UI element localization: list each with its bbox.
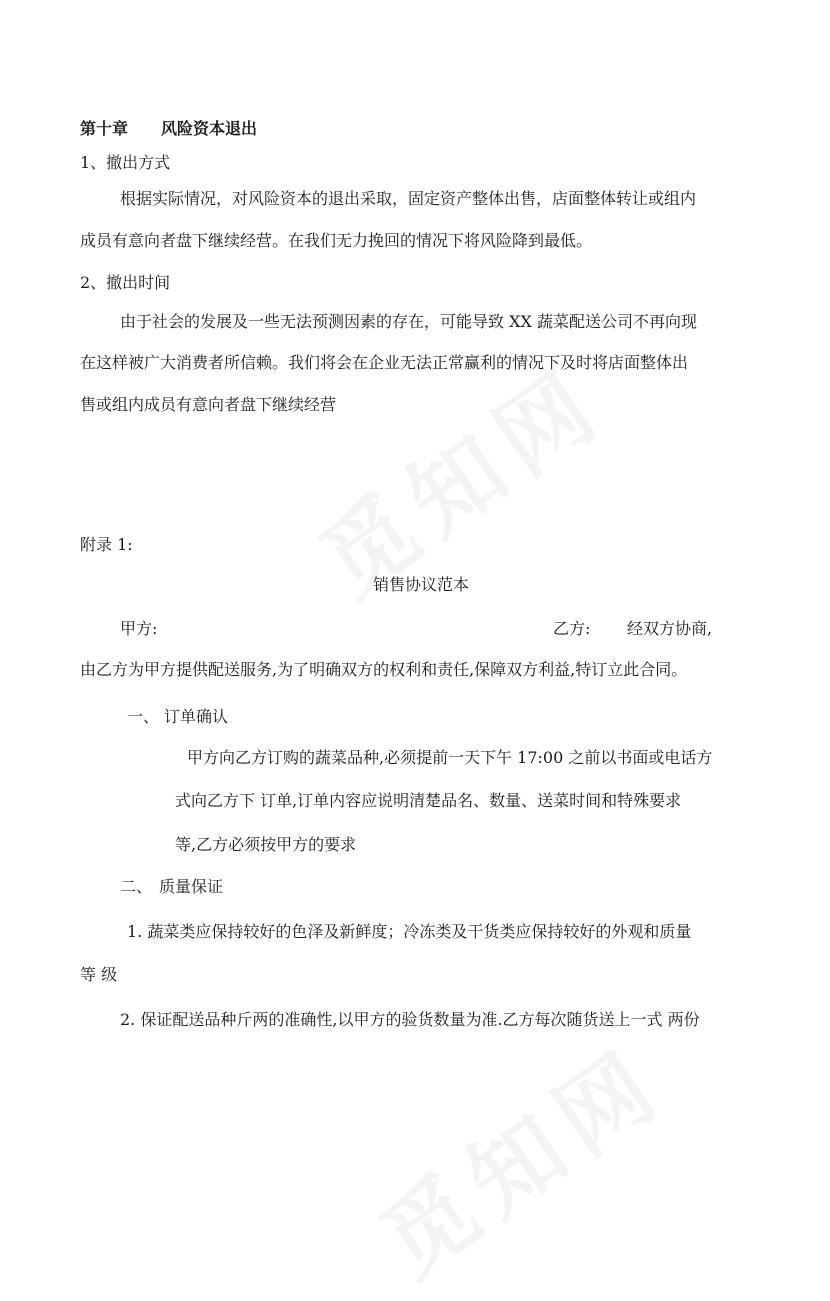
quality-item1-line1: 1. 蔬菜类应保持较好的色泽及新鲜度；冷冻类及干货类应保持较好的外观和质量: [127, 922, 692, 941]
appendix-label: 附录 1:: [80, 535, 133, 554]
order-clause-line3: 等,乙方必须按甲方的要求: [175, 835, 357, 854]
order-clause-line2: 式向乙方下 订单,订单内容应说明清楚品名、数量、送菜时间和特殊要求: [175, 791, 682, 810]
quality-item1-line2: 等 级: [80, 965, 118, 984]
agreement-title: 销售协议范本: [373, 575, 470, 594]
quality-item2-line1: 2. 保证配送品种斤两的准确性,以甲方的验货数量为准.乙方每次随货送上一式 两份: [120, 1010, 700, 1029]
section2-para-line3: 售或组内成员有意向者盘下继续经营: [80, 395, 337, 414]
order-clause-title: 订单确认: [164, 707, 229, 726]
watermark-2: [351, 1011, 687, 1301]
quality-clause-number: 二、: [120, 877, 153, 896]
section2-heading: 2、撤出时间: [80, 273, 171, 292]
agreement-intro: 由乙方为甲方提供配送服务,为了明确双方的权利和责任,保障双方利益,特订立此合同。: [80, 660, 688, 679]
chapter-title: 风险资本退出: [161, 119, 258, 138]
section1-heading: 1、撤出方式: [80, 153, 171, 172]
section2-para-line1: 由于社会的发展及一些无法预测因素的存在，可能导致 XX 蔬菜配送公司不再向现: [120, 312, 697, 331]
section1-para-line2: 成员有意向者盘下继续经营。在我们无力挽回的情况下将风险降到最低。: [80, 231, 593, 250]
section2-para-line2: 在这样被广大消费者所信赖。我们将会在企业无法正常赢利的情况下及时将店面整体出: [80, 353, 689, 372]
quality-clause-title: 质量保证: [159, 877, 224, 896]
chapter-number: 第十章: [80, 119, 129, 138]
section1-para-line1: 根据实际情况，对风险资本的退出采取，固定资产整体出售，店面整体转让或组内: [120, 189, 697, 208]
order-clause-line1: 甲方向乙方订购的蔬菜品种,必须提前一天下午 17:00 之前以书面或电话方: [187, 748, 713, 767]
party-b-label: 乙方:: [553, 619, 591, 638]
party-a-label: 甲方:: [120, 619, 158, 638]
agreement-consensus: 经双方协商,: [627, 619, 713, 638]
order-clause-number: 一、: [127, 707, 160, 726]
